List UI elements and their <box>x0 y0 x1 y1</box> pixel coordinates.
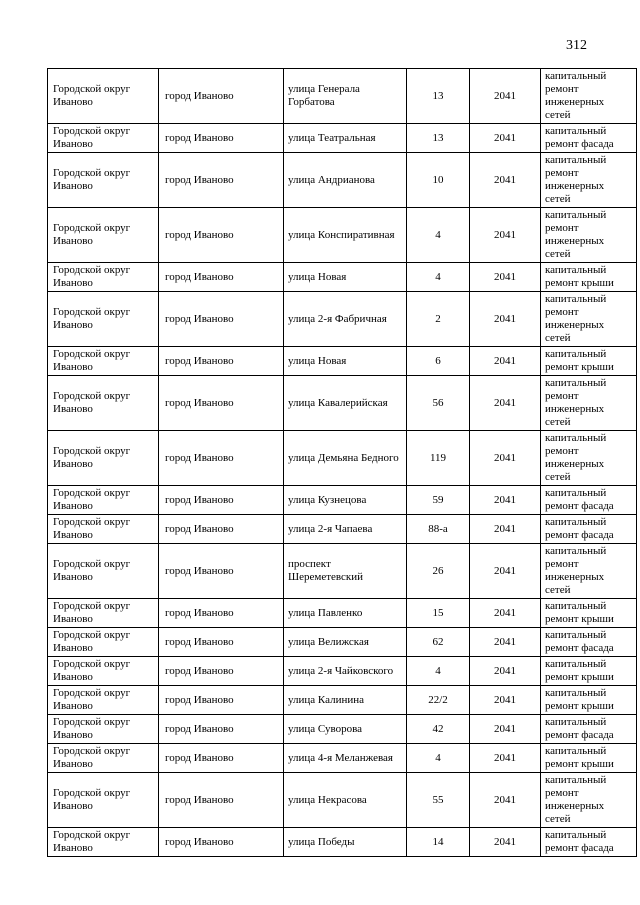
street-cell: улица 2-я Чапаева <box>284 515 407 544</box>
municipality-cell: Городской округ Иваново <box>48 208 159 263</box>
municipality-cell: Городской округ Иваново <box>48 124 159 153</box>
year-cell: 2041 <box>470 347 541 376</box>
year-cell: 2041 <box>470 628 541 657</box>
house-number-cell: 26 <box>407 544 470 599</box>
year-cell: 2041 <box>470 686 541 715</box>
table-row <box>48 715 637 744</box>
locality-cell: город Иваново <box>159 69 284 124</box>
street-cell: проспект Шереметевский <box>284 544 407 599</box>
locality-cell: город Иваново <box>159 515 284 544</box>
work-type-cell: капитальный ремонт крыши <box>541 657 637 686</box>
table-row <box>48 486 637 515</box>
street-cell: улица Новая <box>284 347 407 376</box>
year-cell: 2041 <box>470 431 541 486</box>
year-cell: 2041 <box>470 208 541 263</box>
year-cell: 2041 <box>470 715 541 744</box>
year-cell: 2041 <box>470 515 541 544</box>
locality-cell: город Иваново <box>159 124 284 153</box>
year-cell: 2041 <box>470 292 541 347</box>
house-number-cell: 59 <box>407 486 470 515</box>
house-number-cell: 42 <box>407 715 470 744</box>
municipality-cell: Городской округ Иваново <box>48 544 159 599</box>
locality-cell: город Иваново <box>159 715 284 744</box>
table-row <box>48 773 637 828</box>
work-type-cell: капитальный ремонт фасада <box>541 486 637 515</box>
table-row <box>48 208 637 263</box>
work-type-cell: капитальный ремонт фасада <box>541 124 637 153</box>
year-cell: 2041 <box>470 376 541 431</box>
table-row <box>48 599 637 628</box>
year-cell: 2041 <box>470 828 541 857</box>
work-type-cell: капитальный ремонт фасада <box>541 628 637 657</box>
year-cell: 2041 <box>470 744 541 773</box>
house-number-cell: 119 <box>407 431 470 486</box>
year-cell: 2041 <box>470 599 541 628</box>
locality-cell: город Иваново <box>159 773 284 828</box>
locality-cell: город Иваново <box>159 431 284 486</box>
municipality-cell: Городской округ Иваново <box>48 263 159 292</box>
locality-cell: город Иваново <box>159 544 284 599</box>
street-cell: улица Кузнецова <box>284 486 407 515</box>
locality-cell: город Иваново <box>159 599 284 628</box>
table-row <box>48 686 637 715</box>
table-row <box>48 376 637 431</box>
municipality-cell: Городской округ Иваново <box>48 628 159 657</box>
work-type-cell: капитальный ремонт инженерных сетей <box>541 69 637 124</box>
work-type-cell: капитальный ремонт фасада <box>541 715 637 744</box>
work-type-cell: капитальный ремонт инженерных сетей <box>541 773 637 828</box>
table-row <box>48 292 637 347</box>
table-row <box>48 628 637 657</box>
year-cell: 2041 <box>470 263 541 292</box>
locality-cell: город Иваново <box>159 744 284 773</box>
work-type-cell: капитальный ремонт инженерных сетей <box>541 153 637 208</box>
house-number-cell: 22/2 <box>407 686 470 715</box>
work-type-cell: капитальный ремонт инженерных сетей <box>541 376 637 431</box>
repair-schedule-body <box>48 69 637 857</box>
house-number-cell: 56 <box>407 376 470 431</box>
street-cell: улица Театральная <box>284 124 407 153</box>
street-cell: улица Генерала Горбатова <box>284 69 407 124</box>
table-row <box>48 153 637 208</box>
table-row <box>48 744 637 773</box>
street-cell: улица Новая <box>284 263 407 292</box>
street-cell: улица Калинина <box>284 686 407 715</box>
table-row <box>48 69 637 124</box>
street-cell: улица Велижская <box>284 628 407 657</box>
street-cell: улица Демьяна Бедного <box>284 431 407 486</box>
municipality-cell: Городской округ Иваново <box>48 376 159 431</box>
page-number: 312 <box>566 38 587 53</box>
street-cell: улица Некрасова <box>284 773 407 828</box>
year-cell: 2041 <box>470 153 541 208</box>
table-row <box>48 515 637 544</box>
house-number-cell: 62 <box>407 628 470 657</box>
municipality-cell: Городской округ Иваново <box>48 431 159 486</box>
locality-cell: город Иваново <box>159 686 284 715</box>
municipality-cell: Городской округ Иваново <box>48 347 159 376</box>
house-number-cell: 4 <box>407 744 470 773</box>
street-cell: улица 2-я Фабричная <box>284 292 407 347</box>
house-number-cell: 4 <box>407 657 470 686</box>
municipality-cell: Городской округ Иваново <box>48 292 159 347</box>
locality-cell: город Иваново <box>159 292 284 347</box>
work-type-cell: капитальный ремонт крыши <box>541 744 637 773</box>
municipality-cell: Городской округ Иваново <box>48 657 159 686</box>
house-number-cell: 88-а <box>407 515 470 544</box>
municipality-cell: Городской округ Иваново <box>48 486 159 515</box>
house-number-cell: 14 <box>407 828 470 857</box>
table-row <box>48 347 637 376</box>
municipality-cell: Городской округ Иваново <box>48 599 159 628</box>
street-cell: улица Кавалерийская <box>284 376 407 431</box>
work-type-cell: капитальный ремонт инженерных сетей <box>541 208 637 263</box>
year-cell: 2041 <box>470 69 541 124</box>
work-type-cell: капитальный ремонт фасада <box>541 828 637 857</box>
locality-cell: город Иваново <box>159 347 284 376</box>
work-type-cell: капитальный ремонт фасада <box>541 515 637 544</box>
street-cell: улица Андрианова <box>284 153 407 208</box>
street-cell: улица 2-я Чайковского <box>284 657 407 686</box>
locality-cell: город Иваново <box>159 628 284 657</box>
year-cell: 2041 <box>470 486 541 515</box>
table-row <box>48 263 637 292</box>
table-row <box>48 431 637 486</box>
house-number-cell: 10 <box>407 153 470 208</box>
locality-cell: город Иваново <box>159 263 284 292</box>
municipality-cell: Городской округ Иваново <box>48 686 159 715</box>
table-row <box>48 544 637 599</box>
municipality-cell: Городской округ Иваново <box>48 153 159 208</box>
street-cell: улица Павленко <box>284 599 407 628</box>
repair-schedule-table <box>47 68 637 857</box>
street-cell: улица Конспиративная <box>284 208 407 263</box>
house-number-cell: 6 <box>407 347 470 376</box>
municipality-cell: Городской округ Иваново <box>48 744 159 773</box>
work-type-cell: капитальный ремонт инженерных сетей <box>541 431 637 486</box>
house-number-cell: 4 <box>407 263 470 292</box>
year-cell: 2041 <box>470 544 541 599</box>
municipality-cell: Городской округ Иваново <box>48 715 159 744</box>
work-type-cell: капитальный ремонт инженерных сетей <box>541 544 637 599</box>
municipality-cell: Городской округ Иваново <box>48 773 159 828</box>
house-number-cell: 13 <box>407 124 470 153</box>
locality-cell: город Иваново <box>159 657 284 686</box>
street-cell: улица Победы <box>284 828 407 857</box>
locality-cell: город Иваново <box>159 828 284 857</box>
street-cell: улица Суворова <box>284 715 407 744</box>
house-number-cell: 4 <box>407 208 470 263</box>
table-row <box>48 124 637 153</box>
house-number-cell: 13 <box>407 69 470 124</box>
work-type-cell: капитальный ремонт инженерных сетей <box>541 292 637 347</box>
house-number-cell: 55 <box>407 773 470 828</box>
year-cell: 2041 <box>470 657 541 686</box>
work-type-cell: капитальный ремонт крыши <box>541 686 637 715</box>
municipality-cell: Городской округ Иваново <box>48 828 159 857</box>
municipality-cell: Городской округ Иваново <box>48 515 159 544</box>
table-row <box>48 828 637 857</box>
locality-cell: город Иваново <box>159 486 284 515</box>
house-number-cell: 2 <box>407 292 470 347</box>
table-row <box>48 657 637 686</box>
locality-cell: город Иваново <box>159 208 284 263</box>
street-cell: улица 4-я Меланжевая <box>284 744 407 773</box>
locality-cell: город Иваново <box>159 376 284 431</box>
year-cell: 2041 <box>470 773 541 828</box>
year-cell: 2041 <box>470 124 541 153</box>
house-number-cell: 15 <box>407 599 470 628</box>
locality-cell: город Иваново <box>159 153 284 208</box>
work-type-cell: капитальный ремонт крыши <box>541 347 637 376</box>
work-type-cell: капитальный ремонт крыши <box>541 599 637 628</box>
municipality-cell: Городской округ Иваново <box>48 69 159 124</box>
work-type-cell: капитальный ремонт крыши <box>541 263 637 292</box>
